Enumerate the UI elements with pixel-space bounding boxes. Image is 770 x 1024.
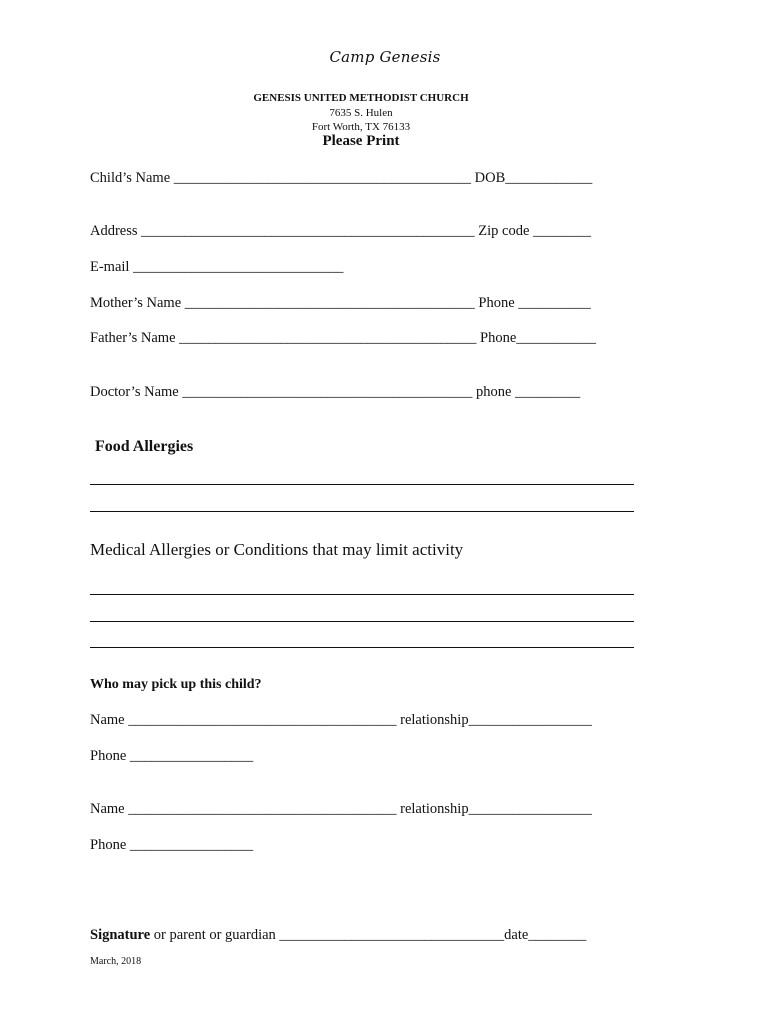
form-date: March, 2018 (90, 956, 142, 967)
church-city: Fort Worth, TX 76133 (311, 121, 411, 133)
doctor-name-field[interactable]: Doctor’s Name ________________________________________ phone _________ (90, 384, 581, 400)
child-name-field[interactable]: Child’s Name _________________________________________ DOB____________ (90, 170, 593, 186)
pickup-name-field-1[interactable]: Name _____________________________________ relationship_________________ (90, 712, 592, 728)
church-street: 7635 S. Hulen (329, 107, 393, 119)
pickup-question: Who may pick up this child? (90, 677, 262, 692)
food-allergies-line-2[interactable] (90, 511, 634, 512)
address-field[interactable]: Address ______________________________________________ Zip code ________ (90, 223, 592, 239)
mother-name-field[interactable]: Mother’s Name ________________________________________ Phone __________ (90, 295, 591, 311)
pickup-phone-field-1[interactable]: Phone _________________ (90, 748, 254, 764)
food-allergies-line-1[interactable] (90, 484, 634, 485)
pickup-name-field-2[interactable]: Name _____________________________________ relationship_________________ (90, 801, 592, 817)
signature-label: Signature (90, 927, 151, 943)
medical-conditions-heading: Medical Allergies or Conditions that may limit activity (90, 540, 464, 559)
medical-line-2[interactable] (90, 621, 634, 622)
church-name: GENESIS UNITED METHODIST CHURCH (253, 92, 469, 104)
father-name-field[interactable]: Father’s Name _________________________________________ Phone___________ (90, 330, 596, 346)
please-print: Please Print (322, 133, 400, 149)
pickup-phone-field-2[interactable]: Phone _________________ (90, 837, 254, 853)
signature-rest: or parent or guardian _______________________________date________ (150, 927, 587, 943)
signature-field[interactable] (90, 927, 586, 944)
food-allergies-heading: Food Allergies (95, 438, 194, 455)
email-field[interactable]: E-mail _____________________________ (90, 259, 344, 275)
camp-title: Camp Genesis (329, 48, 441, 66)
medical-line-3[interactable] (90, 647, 634, 648)
medical-line-1[interactable] (90, 594, 634, 595)
